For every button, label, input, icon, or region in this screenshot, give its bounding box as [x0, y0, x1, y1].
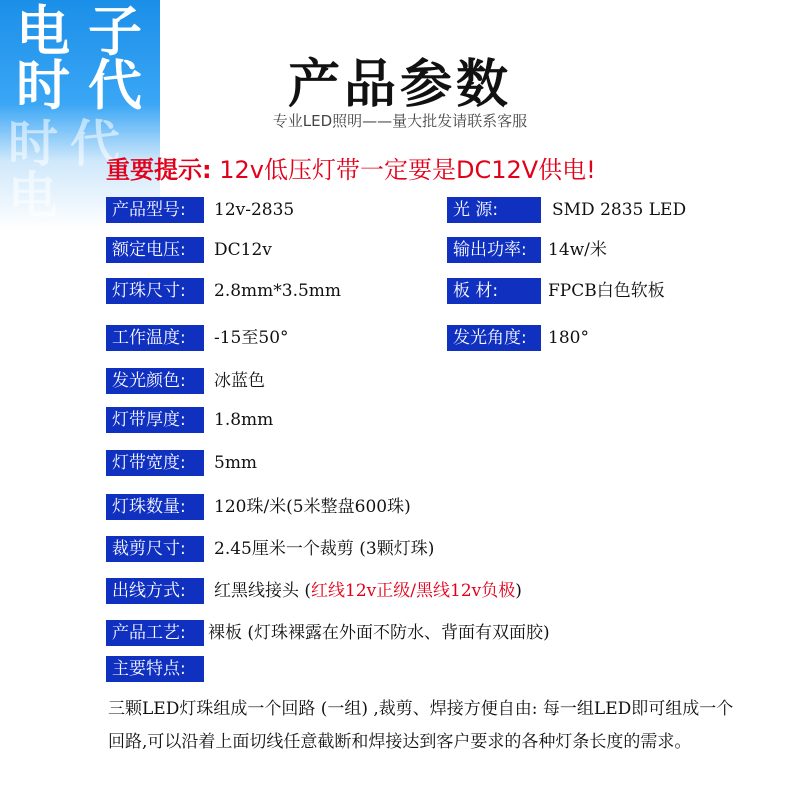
spec-value-power: 14w/米 [548, 240, 607, 260]
spec-value-led-count: 120珠/米(5米整盘600珠) [214, 497, 411, 517]
spec-value-voltage: DC12v [214, 240, 272, 260]
logo-char-4: 代 [88, 54, 142, 117]
spec-label-width: 灯带宽度: [106, 450, 204, 476]
spec-value-width: 5mm [214, 453, 258, 473]
spec-label-light-source: 光 源: [447, 197, 541, 223]
wiring-polarity: 红线12v正级/黑线12v负极 [311, 581, 516, 601]
spec-value-wiring [214, 578, 522, 604]
notice-lead: 重要提示: [106, 156, 212, 184]
spec-value-led-size: 2.8mm*3.5mm [214, 281, 342, 301]
spec-value-light-source: SMD 2835 LED [552, 200, 687, 220]
spec-label-led-size: 灯珠尺寸: [106, 278, 204, 304]
spec-label-power: 输出功率: [447, 237, 541, 263]
spec-label-cut-size: 裁剪尺寸: [106, 536, 204, 562]
spec-value-temperature: -15至50° [214, 328, 289, 348]
spec-label-model: 产品型号: [106, 197, 204, 223]
important-notice [106, 150, 596, 185]
logo-char-3: 时 [16, 54, 70, 117]
spec-label-led-count: 灯珠数量: [106, 494, 204, 520]
features-description: 三颗LED灯珠组成一个回路 (一组) ,裁剪、焊接方便自由: 每一组LED即可组成一个回路,可以沿着上面切线任意截断和焊接达到客户要求的各种灯条长度的需求。 [108, 699, 734, 752]
logo-char-2: 子 [88, 0, 142, 63]
spec-value-thickness: 1.8mm [214, 410, 274, 430]
spec-value-process: 裸板 (灯珠裸露在外面不防水、背面有双面胶) [208, 623, 550, 643]
spec-label-voltage: 额定电压: [106, 237, 204, 263]
spec-label-angle: 发光角度: [447, 325, 541, 351]
spec-value-color: 冰蓝色 [214, 371, 265, 391]
spec-label-temperature: 工作温度: [106, 325, 204, 351]
spec-value-board: FPCB白色软板 [548, 281, 665, 301]
spec-label-process: 产品工艺: [106, 620, 204, 646]
notice-text: 12v低压灯带一定要是DC12V供电! [211, 156, 596, 184]
spec-label-thickness: 灯带厚度: [106, 407, 204, 433]
wiring-close: ) [515, 581, 522, 601]
logo-char-1: 电 [16, 0, 70, 63]
page-title: 产品参数 [287, 55, 512, 115]
spec-label-color: 发光颜色: [106, 368, 204, 394]
spec-value-cut-size: 2.45厘米一个裁剪 (3颗灯珠) [214, 539, 435, 559]
spec-value-model: 12v-2835 [214, 200, 295, 220]
spec-value-angle: 180° [548, 328, 589, 348]
logo-reflection: 时代 电 [8, 115, 132, 225]
spec-label-wiring: 出线方式: [106, 578, 204, 604]
spec-label-features: 主要特点: [106, 656, 204, 682]
page-subtitle: 专业LED照明——量大批发请联系客服 [272, 112, 528, 130]
wiring-text: 红黑线接头 ( [214, 581, 312, 601]
spec-label-board: 板 材: [447, 278, 541, 304]
